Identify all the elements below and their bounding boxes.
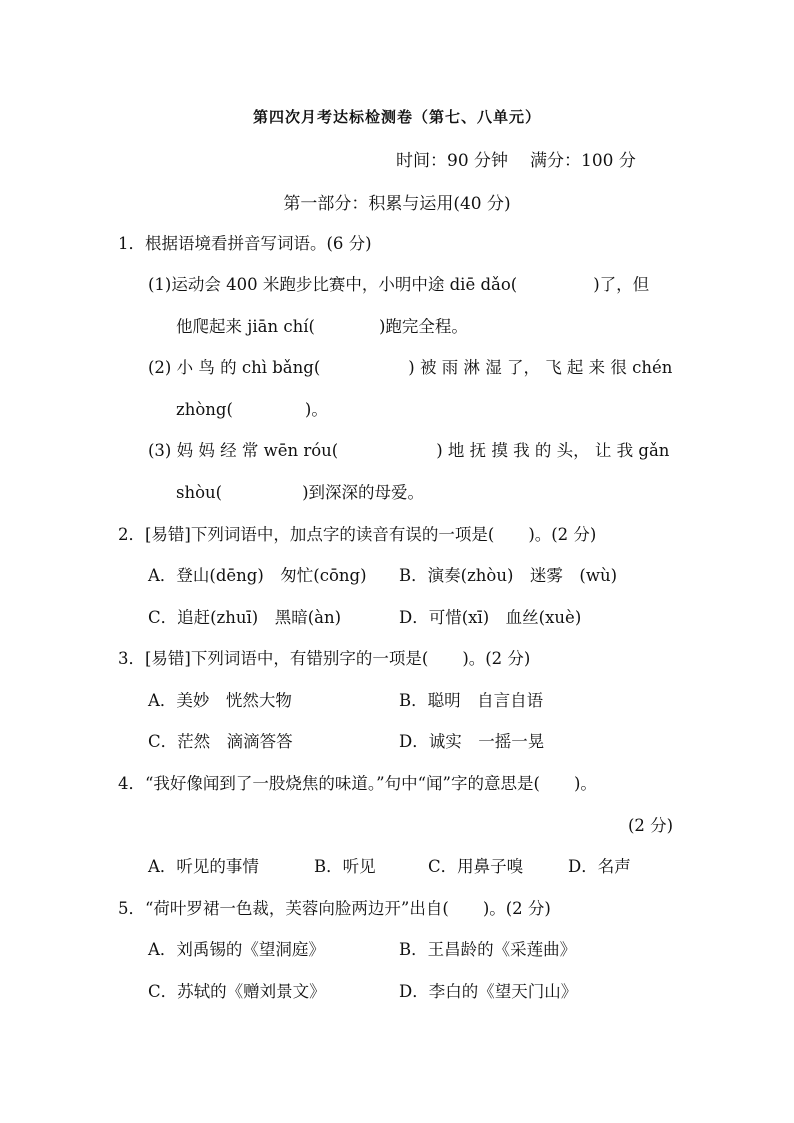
option-b[interactable]: B．听见 [314,857,376,876]
option-d[interactable]: D．名声 [568,857,631,876]
option-b[interactable]: B．王昌龄的《采莲曲》 [399,940,577,959]
question-1-sub-3-cont: shòu( )到深深的母爱。 [176,483,425,502]
section-title: 第一部分：积累与运用(40 分) [283,194,511,214]
option-b[interactable]: B．演奏(zhòu) 迷雾 (wù) [399,566,618,585]
option-a[interactable]: A．刘禹锡的《望洞庭》 [148,940,325,959]
time-limit: 时间：90 分钟 [396,151,509,171]
question-5-stem: 5．“荷叶罗裙一色裁，芙蓉向脸两边开”出自( )。(2 分) [118,899,551,918]
option-d[interactable]: D．诚实 一摇一晃 [399,732,545,751]
question-1-stem: 1．根据语境看拼音写词语。(6 分) [118,234,372,253]
question-1-sub-3: (3) 妈 妈 经 常 wēn róu( ) 地 抚 摸 我 的 头， 让 我 gǎn [148,441,670,460]
option-d[interactable]: D．可惜(xī) 血丝(xuè) [399,608,582,627]
question-4-stem: 4．“我好像闻到了一股烧焦的味道。”句中“闻”字的意思是( )。 [118,774,597,793]
option-b[interactable]: B．聪明 自言自语 [399,691,544,710]
question-4-score: (2 分) [628,816,674,835]
option-a[interactable]: A．登山(dēng) 匆忙(cōng) [148,566,367,585]
option-c[interactable]: C．苏轼的《赠刘景文》 [148,982,326,1001]
option-c[interactable]: C．用鼻子嗅 [428,857,524,876]
option-a[interactable]: A．听见的事情 [148,857,259,876]
question-1-sub-2: (2) 小 鸟 的 chì bǎng( ) 被 雨 淋 湿 了， 飞 起 来 很 chén [148,358,673,377]
question-2-stem: 2．[易错]下列词语中，加点字的读音有误的一项是( )。(2 分) [118,525,597,544]
exam-meta [396,146,636,171]
question-3-stem: 3．[易错]下列词语中，有错别字的一项是( )。(2 分) [118,649,531,668]
option-a[interactable]: A．美妙 恍然大物 [148,691,292,710]
full-score: 满分：100 分 [530,151,636,171]
option-d[interactable]: D．李白的《望天门山》 [399,982,578,1001]
question-1-sub-2-cont: zhòng( )。 [176,400,328,419]
option-c[interactable]: C．追赶(zhuī) 黑暗(àn) [148,608,342,627]
question-1-sub-1-cont: 他爬起来 jiān chí( )跑完全程。 [176,317,468,336]
exam-title: 第四次月考达标检测卷（第七、八单元） [252,108,541,126]
question-1-sub-1: (1)运动会 400 米跑步比赛中，小明中途 diē dǎo( )了，但 [148,275,650,294]
option-c[interactable]: C．茫然 滴滴答答 [148,732,293,751]
